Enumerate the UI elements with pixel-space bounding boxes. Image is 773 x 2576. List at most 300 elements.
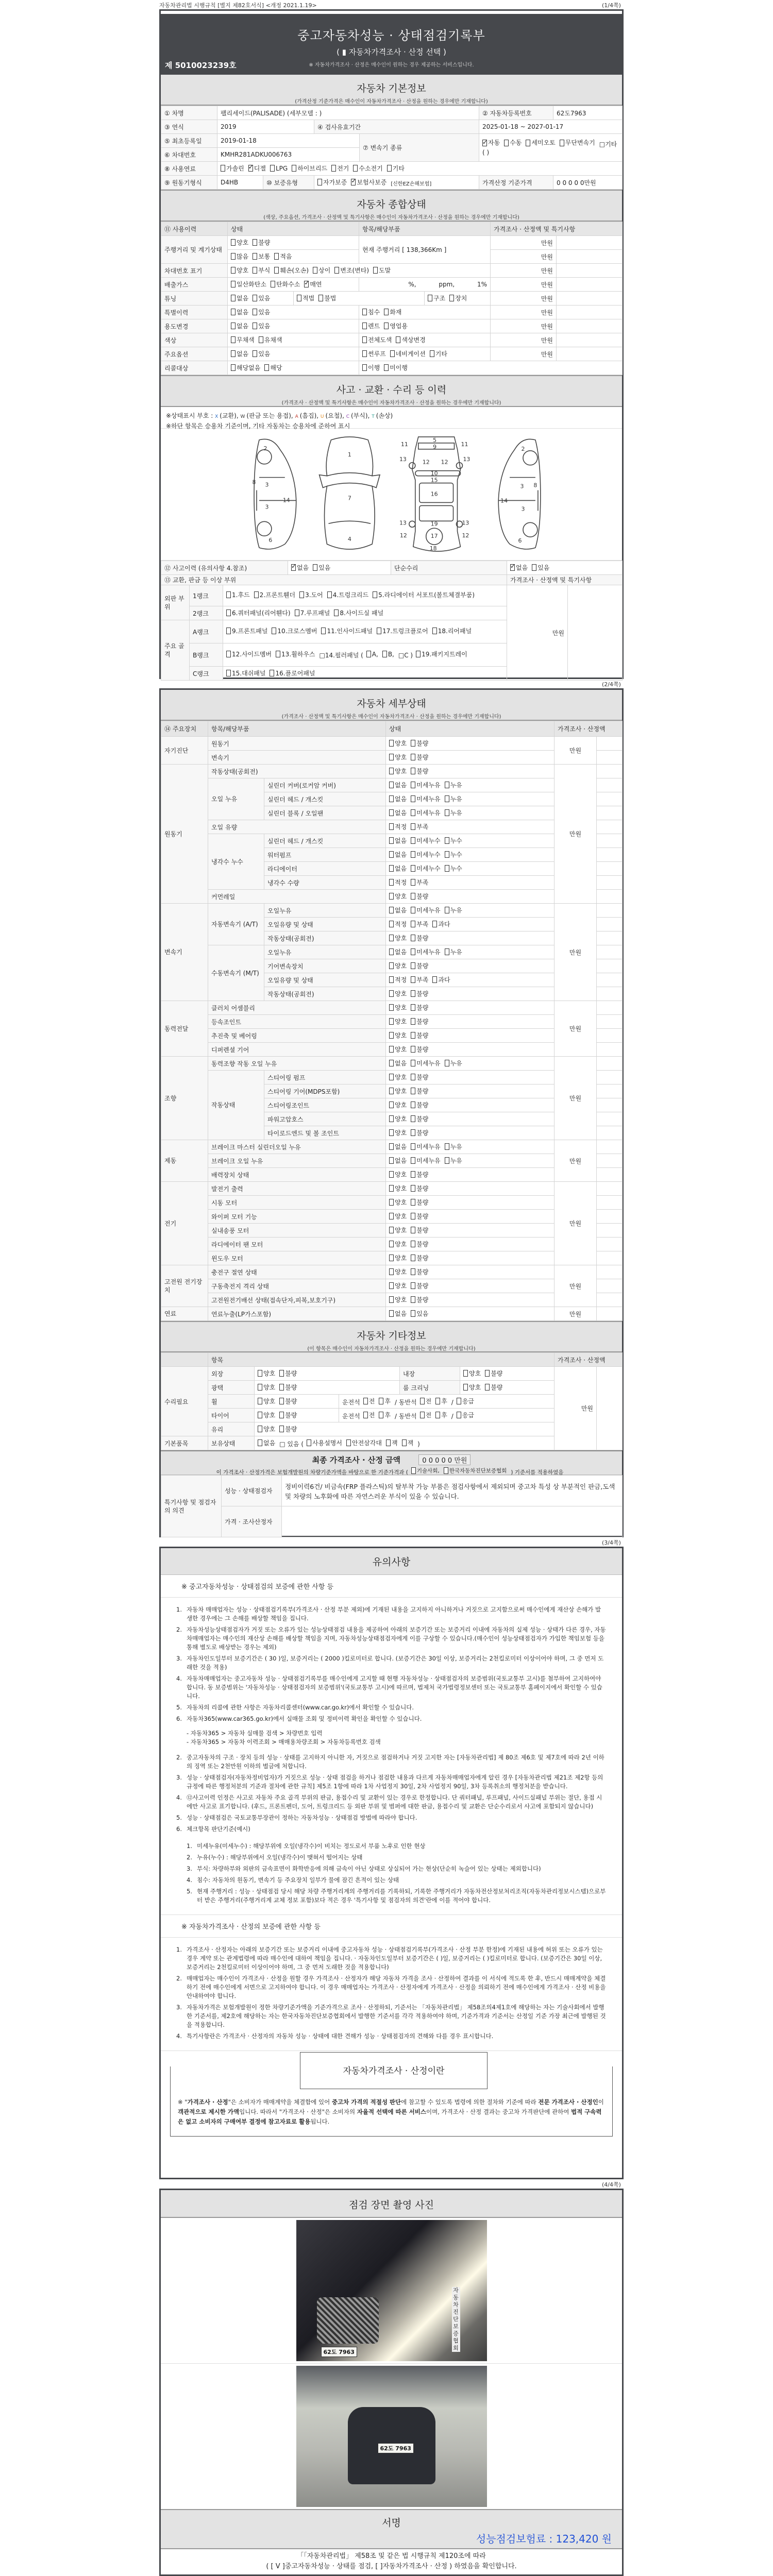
checkbox-icon[interactable]	[253, 323, 257, 329]
checkbox-option[interactable]	[384, 321, 408, 330]
checkbox-option[interactable]	[258, 1369, 275, 1378]
checkbox-icon[interactable]	[389, 907, 394, 913]
checkbox-icon[interactable]	[411, 809, 415, 816]
checkbox-icon[interactable]	[532, 564, 536, 571]
checkbox-icon[interactable]	[411, 865, 415, 872]
checkbox-icon[interactable]	[279, 1412, 284, 1418]
checkbox-option[interactable]	[366, 650, 378, 658]
checkbox-option[interactable]	[377, 627, 428, 635]
checkbox-option[interactable]	[411, 878, 428, 887]
checkbox-option[interactable]	[389, 892, 407, 901]
checkbox-icon[interactable]	[435, 1398, 440, 1404]
checkbox-option[interactable]	[313, 266, 330, 275]
checkbox-icon[interactable]	[389, 1046, 394, 1053]
checkbox-option[interactable]	[248, 164, 266, 173]
checkbox-icon[interactable]	[445, 948, 449, 955]
checkbox-option[interactable]	[313, 563, 330, 572]
checkbox-option[interactable]	[386, 1438, 398, 1447]
checkbox-icon[interactable]	[270, 165, 275, 172]
checkbox-option[interactable]	[389, 947, 407, 956]
checkbox-icon[interactable]	[279, 1384, 284, 1391]
checkbox-icon[interactable]	[389, 935, 394, 941]
checkbox-option[interactable]	[457, 1411, 474, 1419]
checkbox-icon[interactable]	[411, 893, 415, 900]
checkbox-option[interactable]	[485, 1369, 502, 1378]
checkbox-option[interactable]	[254, 591, 295, 599]
checkbox-icon[interactable]	[389, 1101, 394, 1108]
checkbox-option[interactable]	[258, 1425, 275, 1433]
checkbox-option[interactable]	[532, 563, 549, 572]
checkbox-option[interactable]	[226, 591, 250, 599]
checkbox-icon[interactable]	[389, 837, 394, 844]
checkbox-option[interactable]	[420, 1411, 432, 1419]
checkbox-icon[interactable]	[226, 609, 231, 616]
checkbox-icon[interactable]	[389, 1255, 394, 1261]
checkbox-icon[interactable]	[411, 1467, 416, 1474]
checkbox-icon[interactable]	[389, 1310, 394, 1317]
checkbox-icon[interactable]	[389, 1129, 394, 1136]
checkbox-icon[interactable]	[231, 364, 236, 371]
checkbox-option[interactable]	[445, 850, 462, 859]
checkbox-icon[interactable]	[411, 740, 415, 747]
checkbox-icon[interactable]	[258, 1370, 262, 1377]
checkbox-icon[interactable]	[411, 1046, 415, 1053]
checkbox-option[interactable]	[318, 294, 336, 302]
checkbox-icon[interactable]	[411, 1310, 415, 1317]
checkbox-option[interactable]	[253, 321, 270, 330]
checkbox-icon[interactable]	[445, 865, 449, 872]
checkbox-option[interactable]	[389, 1003, 407, 1012]
checkbox-icon[interactable]	[366, 651, 371, 657]
checkbox-option[interactable]	[411, 947, 440, 956]
checkbox-option[interactable]	[389, 850, 407, 859]
checkbox-option[interactable]	[411, 753, 428, 761]
checkbox-option[interactable]	[428, 294, 445, 302]
checkbox-icon[interactable]	[463, 1370, 468, 1377]
checkbox-icon[interactable]	[402, 1439, 407, 1446]
checkbox-option[interactable]	[258, 1383, 275, 1392]
checkbox-icon[interactable]	[420, 1398, 425, 1404]
checkbox-option[interactable]	[231, 321, 248, 330]
checkbox-option[interactable]	[317, 178, 347, 187]
checkbox-option[interactable]	[389, 767, 407, 775]
checkbox-icon[interactable]	[231, 350, 236, 357]
checkbox-icon[interactable]	[389, 1227, 394, 1233]
checkbox-icon[interactable]	[377, 628, 381, 634]
checkbox-option[interactable]	[445, 947, 462, 956]
checkbox-icon[interactable]	[226, 670, 231, 676]
checkbox-option[interactable]	[504, 139, 522, 147]
checkbox-icon[interactable]	[411, 907, 415, 913]
checkbox-option[interactable]	[485, 1383, 502, 1392]
checkbox-icon[interactable]	[449, 295, 454, 301]
checkbox-icon[interactable]	[389, 1143, 394, 1150]
checkbox-option[interactable]	[271, 280, 300, 289]
checkbox-icon[interactable]	[279, 1426, 284, 1432]
checkbox-icon[interactable]	[258, 1412, 262, 1418]
checkbox-option[interactable]	[411, 1198, 428, 1207]
checkbox-option[interactable]	[291, 563, 309, 572]
checkbox-icon[interactable]	[362, 323, 367, 329]
checkbox-icon[interactable]	[221, 165, 225, 172]
checkbox-icon[interactable]	[317, 179, 322, 185]
checkbox-checked-icon[interactable]	[291, 564, 296, 571]
checkbox-option[interactable]	[279, 1397, 297, 1405]
checkbox-icon[interactable]	[463, 1384, 468, 1391]
checkbox-option[interactable]	[526, 139, 555, 147]
checkbox-icon[interactable]	[362, 309, 367, 315]
checkbox-option[interactable]	[390, 349, 426, 358]
checkbox-icon[interactable]	[411, 1018, 415, 1025]
checkbox-option[interactable]	[299, 591, 323, 599]
checkbox-option[interactable]	[389, 822, 407, 831]
checkbox-option[interactable]	[445, 781, 462, 789]
checkbox-option[interactable]	[272, 627, 317, 635]
checkbox-icon[interactable]	[445, 809, 449, 816]
checkbox-icon[interactable]	[276, 651, 280, 657]
checkbox-option[interactable]	[445, 808, 462, 817]
checkbox-icon[interactable]	[258, 1439, 262, 1446]
checkbox-icon[interactable]	[389, 740, 394, 747]
checkbox-option[interactable]	[389, 906, 407, 914]
checkbox-icon[interactable]	[327, 591, 332, 598]
checkbox-icon[interactable]	[411, 976, 415, 983]
checkbox-icon[interactable]	[411, 1185, 415, 1192]
checkbox-icon[interactable]	[270, 670, 274, 676]
checkbox-option[interactable]	[274, 252, 292, 261]
checkbox-option[interactable]	[432, 627, 472, 635]
checkbox-option[interactable]	[510, 563, 528, 572]
checkbox-option[interactable]	[389, 1198, 407, 1207]
checkbox-icon[interactable]	[253, 295, 257, 301]
checkbox-option[interactable]	[226, 627, 267, 635]
checkbox-option[interactable]	[270, 165, 288, 172]
checkbox-icon[interactable]	[373, 591, 377, 598]
checkbox-icon[interactable]	[411, 1004, 415, 1011]
checkbox-option[interactable]	[253, 266, 270, 275]
checkbox-icon[interactable]	[279, 1370, 284, 1377]
checkbox-icon[interactable]	[274, 267, 279, 274]
checkbox-option[interactable]	[279, 1411, 297, 1419]
checkbox-icon[interactable]	[411, 782, 415, 788]
checkbox-icon[interactable]	[411, 990, 415, 997]
checkbox-option[interactable]	[231, 252, 248, 261]
checkbox-icon[interactable]	[560, 140, 564, 146]
checkbox-icon[interactable]	[389, 1157, 394, 1164]
checkbox-option[interactable]	[346, 1438, 382, 1447]
checkbox-option[interactable]	[411, 1170, 428, 1179]
checkbox-option[interactable]	[279, 1383, 297, 1392]
checkbox-icon[interactable]	[279, 1398, 284, 1404]
checkbox-option[interactable]	[389, 794, 407, 803]
checkbox-option[interactable]	[457, 1397, 474, 1405]
checkbox-option[interactable]	[411, 1142, 440, 1151]
checkbox-icon[interactable]	[362, 350, 367, 357]
checkbox-option[interactable]	[389, 975, 407, 984]
checkbox-option[interactable]	[389, 808, 407, 817]
checkbox-icon[interactable]	[363, 1398, 368, 1404]
checkbox-icon[interactable]	[231, 239, 236, 246]
checkbox-option[interactable]	[432, 920, 450, 928]
checkbox-option[interactable]	[445, 864, 462, 873]
checkbox-icon[interactable]	[259, 336, 263, 343]
checkbox-icon[interactable]	[226, 628, 231, 634]
checkbox-option[interactable]	[411, 1240, 428, 1248]
checkbox-icon[interactable]	[292, 165, 296, 172]
checkbox-option[interactable]	[279, 1369, 297, 1378]
checkbox-option[interactable]	[482, 139, 500, 147]
checkbox-option[interactable]	[463, 1383, 481, 1392]
checkbox-option[interactable]	[331, 164, 349, 173]
checkbox-option[interactable]	[435, 1411, 447, 1419]
checkbox-icon[interactable]	[231, 309, 236, 315]
checkbox-option[interactable]	[411, 1156, 440, 1165]
checkbox-option[interactable]	[411, 975, 428, 984]
checkbox-option[interactable]	[411, 1100, 428, 1109]
checkbox-option[interactable]	[389, 1045, 407, 1054]
checkbox-icon[interactable]	[379, 1398, 383, 1404]
checkbox-icon[interactable]	[389, 1074, 394, 1080]
checkbox-option[interactable]	[253, 252, 270, 261]
checkbox-icon[interactable]	[384, 309, 389, 315]
checkbox-option[interactable]	[411, 1031, 428, 1040]
checkbox-icon[interactable]	[411, 1171, 415, 1178]
checkbox-icon[interactable]	[231, 281, 236, 287]
checkbox-icon[interactable]	[445, 1157, 449, 1164]
checkbox-option[interactable]	[362, 308, 380, 316]
checkbox-option[interactable]	[270, 669, 315, 677]
checkbox-icon[interactable]	[389, 1213, 394, 1219]
checkbox-icon[interactable]	[411, 962, 415, 969]
checkbox-option[interactable]	[389, 878, 407, 887]
checkbox-option[interactable]	[463, 1369, 481, 1378]
checkbox-option[interactable]	[259, 335, 282, 344]
checkbox-icon[interactable]	[258, 1384, 262, 1391]
checkbox-option[interactable]	[264, 363, 282, 372]
checkbox-option[interactable]	[231, 349, 248, 358]
checkbox-icon[interactable]	[389, 1185, 394, 1192]
checkbox-icon[interactable]	[389, 865, 394, 872]
checkbox-icon[interactable]	[389, 1241, 394, 1247]
checkbox-option[interactable]	[411, 1017, 428, 1026]
checkbox-icon[interactable]	[411, 795, 415, 802]
checkbox-icon[interactable]	[258, 1398, 262, 1404]
checkbox-option[interactable]	[445, 1156, 462, 1165]
checkbox-option[interactable]	[231, 308, 248, 316]
checkbox-icon[interactable]	[504, 140, 509, 146]
checkbox-icon[interactable]	[226, 591, 231, 598]
checkbox-option[interactable]	[327, 591, 368, 599]
checkbox-icon[interactable]	[389, 1171, 394, 1178]
checkbox-icon[interactable]	[485, 1370, 490, 1377]
checkbox-icon[interactable]	[389, 1199, 394, 1206]
checkbox-icon[interactable]	[362, 336, 367, 343]
checkbox-option[interactable]	[389, 1156, 407, 1165]
checkbox-option[interactable]	[258, 1411, 275, 1419]
checkbox-option[interactable]	[411, 1059, 440, 1067]
checkbox-option[interactable]	[389, 1128, 407, 1137]
checkbox-icon[interactable]	[253, 350, 257, 357]
checkbox-option[interactable]	[231, 363, 260, 372]
checkbox-icon[interactable]	[253, 239, 257, 246]
checkbox-icon[interactable]	[432, 628, 437, 634]
checkbox-icon[interactable]	[389, 1018, 394, 1025]
checkbox-option[interactable]	[411, 1003, 428, 1012]
checkbox-icon[interactable]	[411, 1296, 415, 1303]
checkbox-icon[interactable]	[318, 295, 323, 301]
checkbox-icon[interactable]	[389, 1088, 394, 1094]
checkbox-icon[interactable]	[411, 1101, 415, 1108]
checkbox-icon[interactable]	[389, 1282, 394, 1289]
checkbox-icon[interactable]	[362, 364, 367, 371]
checkbox-icon[interactable]	[274, 253, 279, 260]
checkbox-icon[interactable]	[373, 267, 378, 274]
checkbox-option[interactable]	[382, 650, 394, 658]
checkbox-icon[interactable]	[432, 921, 437, 927]
checkbox-option[interactable]	[411, 906, 440, 914]
checkbox-option[interactable]	[445, 1142, 462, 1151]
checkbox-option[interactable]	[253, 294, 270, 302]
checkbox-option[interactable]	[411, 781, 440, 789]
checkbox-option[interactable]	[231, 238, 248, 247]
checkbox-option[interactable]	[411, 1295, 428, 1304]
checkbox-icon[interactable]	[396, 336, 400, 343]
checkbox-icon[interactable]	[264, 364, 269, 371]
checkbox-icon[interactable]	[389, 851, 394, 858]
checkbox-checked-icon[interactable]	[351, 179, 356, 185]
checkbox-icon[interactable]	[416, 651, 421, 657]
checkbox-icon[interactable]	[226, 651, 231, 657]
checkbox-icon[interactable]	[346, 1439, 351, 1446]
checkbox-icon[interactable]	[411, 1088, 415, 1094]
checkbox-icon[interactable]	[411, 754, 415, 760]
checkbox-option[interactable]	[449, 294, 467, 302]
checkbox-option[interactable]	[411, 808, 440, 817]
checkbox-option[interactable]	[411, 1212, 428, 1221]
checkbox-option[interactable]	[396, 335, 425, 344]
checkbox-icon[interactable]	[389, 782, 394, 788]
checkbox-icon[interactable]	[411, 1282, 415, 1289]
checkbox-option[interactable]	[279, 1425, 297, 1433]
checkbox-option[interactable]	[445, 906, 462, 914]
checkbox-icon[interactable]	[411, 768, 415, 774]
checkbox-icon[interactable]	[457, 1398, 461, 1404]
checkbox-option[interactable]	[362, 349, 386, 358]
checkbox-option[interactable]	[411, 892, 428, 901]
checkbox-option[interactable]	[420, 1397, 432, 1405]
checkbox-icon[interactable]	[411, 1213, 415, 1219]
checkbox-option[interactable]	[307, 1438, 342, 1447]
checkbox-icon[interactable]	[411, 1115, 415, 1122]
checkbox-option[interactable]	[411, 1114, 428, 1123]
checkbox-option[interactable]	[411, 1184, 428, 1193]
checkbox-option[interactable]	[389, 1240, 407, 1248]
checkbox-option[interactable]	[321, 627, 373, 635]
checkbox-icon[interactable]	[382, 651, 387, 657]
checkbox-option[interactable]	[411, 1226, 428, 1234]
checkbox-icon[interactable]	[334, 609, 339, 616]
checkbox-option[interactable]	[373, 266, 391, 275]
checkbox-checked-icon[interactable]	[304, 281, 309, 287]
checkbox-option[interactable]	[389, 1087, 407, 1095]
checkbox-option[interactable]	[389, 1114, 407, 1123]
checkbox-option[interactable]	[389, 1170, 407, 1179]
checkbox-icon[interactable]	[253, 309, 257, 315]
checkbox-option[interactable]	[389, 1226, 407, 1234]
checkbox-icon[interactable]	[411, 879, 415, 886]
checkbox-option[interactable]	[387, 164, 405, 173]
checkbox-option[interactable]	[384, 363, 408, 372]
checkbox-icon[interactable]	[445, 907, 449, 913]
checkbox-option[interactable]	[258, 1397, 275, 1405]
checkbox-icon[interactable]	[445, 851, 449, 858]
checkbox-option[interactable]	[253, 349, 270, 358]
checkbox-icon[interactable]	[389, 962, 394, 969]
checkbox-option[interactable]	[411, 920, 428, 928]
checkbox-icon[interactable]	[420, 1412, 425, 1418]
checkbox-option[interactable]	[411, 1253, 428, 1262]
checkbox-icon[interactable]	[389, 1115, 394, 1122]
checkbox-icon[interactable]	[271, 281, 275, 287]
checkbox-icon[interactable]	[295, 609, 299, 616]
checkbox-icon[interactable]	[411, 1074, 415, 1080]
checkbox-icon[interactable]	[435, 1412, 440, 1418]
checkbox-option[interactable]	[389, 753, 407, 761]
checkbox-icon[interactable]	[231, 267, 236, 274]
checkbox-icon[interactable]	[384, 323, 389, 329]
checkbox-option[interactable]	[226, 650, 272, 658]
checkbox-option[interactable]	[226, 608, 291, 617]
checkbox-option[interactable]	[363, 1397, 375, 1405]
checkbox-icon[interactable]	[445, 1143, 449, 1150]
checkbox-option[interactable]	[389, 1059, 407, 1067]
checkbox-option[interactable]	[297, 294, 314, 302]
checkbox-icon[interactable]	[272, 628, 276, 634]
checkbox-icon[interactable]	[231, 295, 236, 301]
checkbox-option[interactable]	[231, 280, 266, 289]
checkbox-option[interactable]	[226, 669, 265, 677]
checkbox-option[interactable]	[379, 1411, 391, 1419]
checkbox-option[interactable]	[253, 308, 270, 316]
checkbox-icon[interactable]	[430, 350, 434, 357]
checkbox-option[interactable]	[258, 1438, 275, 1447]
checkbox-option[interactable]	[389, 1184, 407, 1193]
checkbox-icon[interactable]	[231, 336, 236, 343]
checkbox-icon[interactable]	[411, 1060, 415, 1066]
checkbox-option[interactable]	[411, 1267, 428, 1276]
checkbox-icon[interactable]	[321, 628, 326, 634]
checkbox-icon[interactable]	[389, 754, 394, 760]
checkbox-option[interactable]	[253, 238, 270, 247]
checkbox-icon[interactable]	[313, 564, 317, 571]
checkbox-icon[interactable]	[231, 323, 236, 329]
checkbox-icon[interactable]	[411, 1143, 415, 1150]
checkbox-option[interactable]	[274, 266, 309, 275]
checkbox-option[interactable]	[411, 1309, 428, 1318]
checkbox-icon[interactable]	[334, 267, 339, 274]
checkbox-icon[interactable]	[253, 253, 257, 260]
checkbox-option[interactable]	[362, 321, 380, 330]
checkbox-option[interactable]	[411, 934, 428, 942]
checkbox-option[interactable]	[389, 1142, 407, 1151]
checkbox-icon[interactable]	[445, 837, 449, 844]
checkbox-icon[interactable]	[411, 1157, 415, 1164]
checkbox-icon[interactable]	[389, 1296, 394, 1303]
checkbox-option[interactable]	[411, 989, 428, 998]
checkbox-option[interactable]	[389, 1267, 407, 1276]
checkbox-option[interactable]	[389, 864, 407, 873]
checkbox-icon[interactable]	[389, 921, 394, 927]
